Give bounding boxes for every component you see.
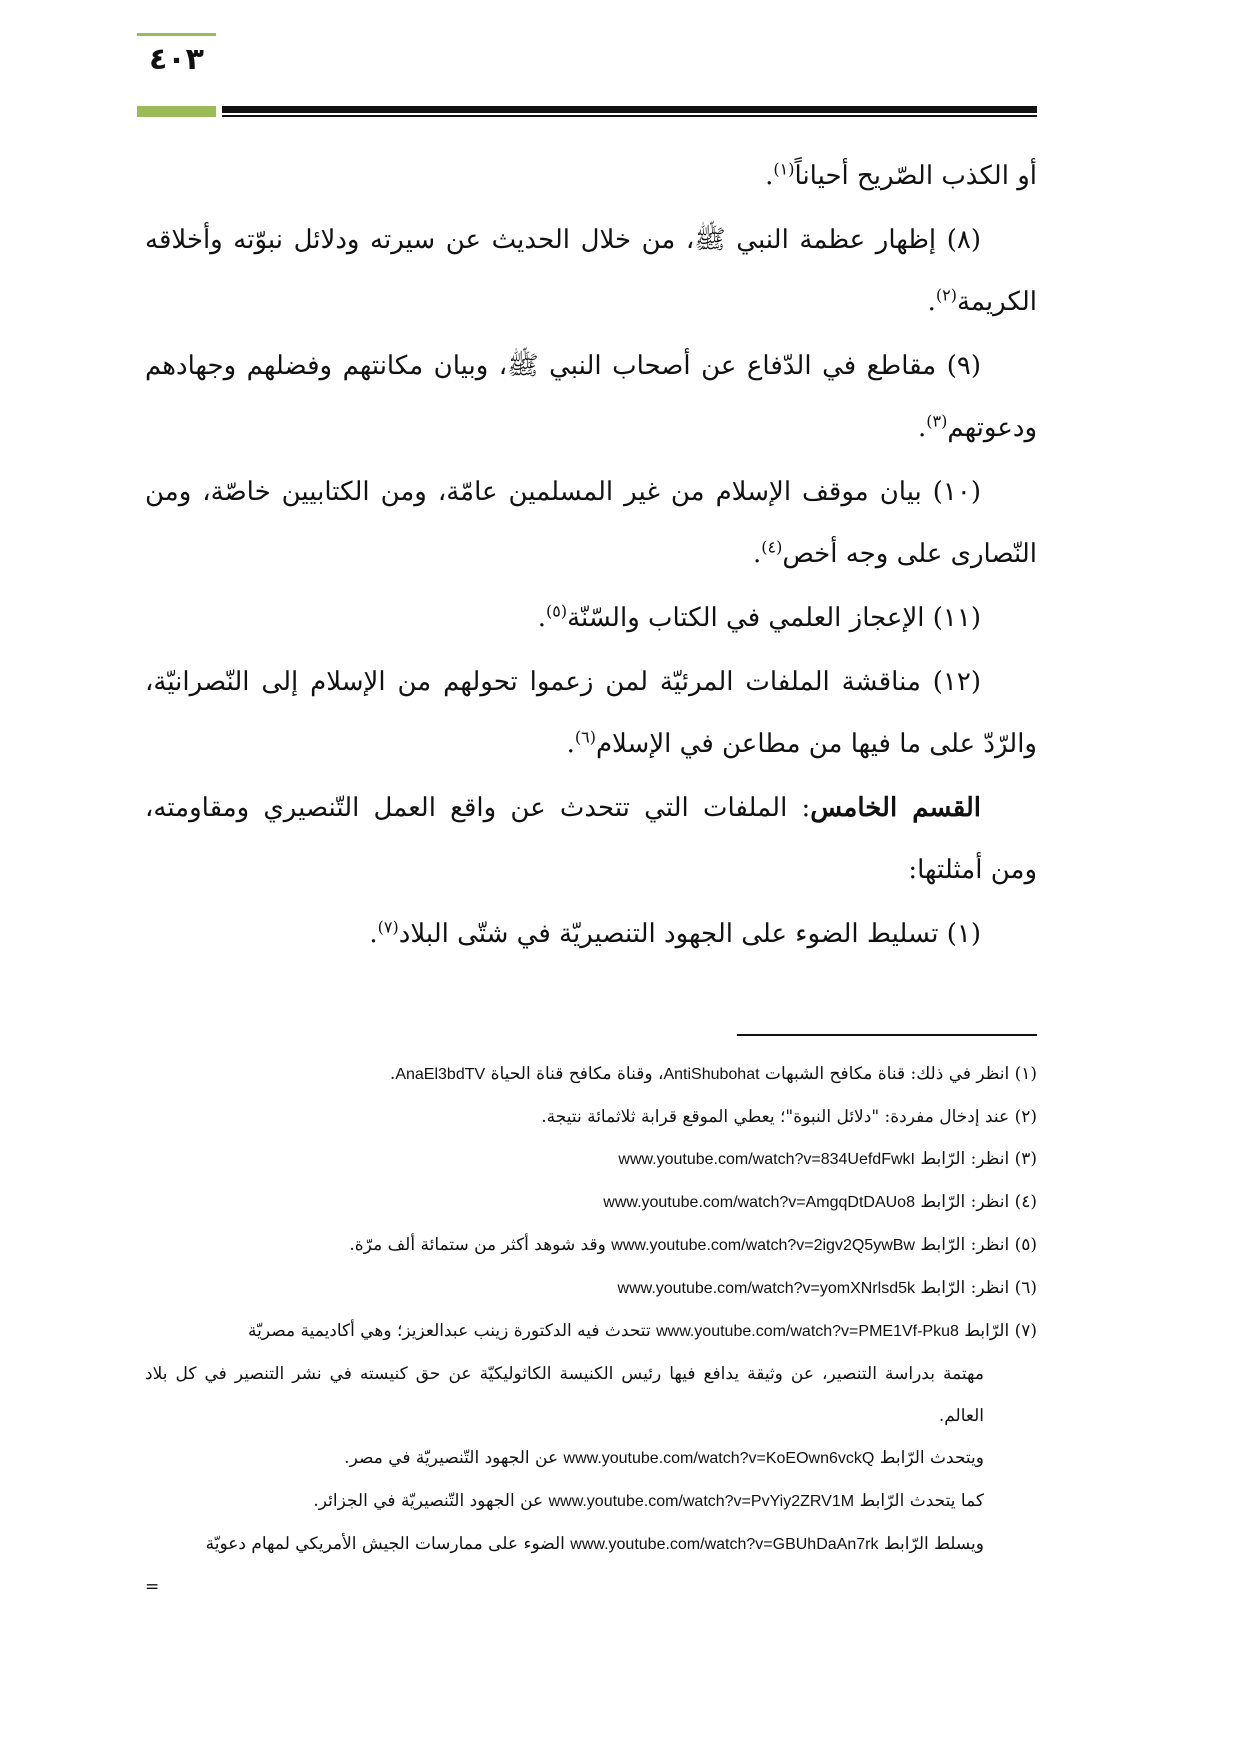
list-item: (١٢) مناقشة الملفات المرئيّة لمن زعموا تحولهم من الإسلام إلى النّصرانيّة، والرّدّ على ما فيها من مطاعن في الإسلام$^{(٦)}$. xyxy=(145,667,1037,759)
footnote: (٣) انظر: الرّابط www.youtube.com/watch?v=834UefdFwkI xyxy=(618,1149,1037,1169)
footnote: (٦) انظر: الرّابط www.youtube.com/watch?v=yomXNrlsd5k xyxy=(617,1278,1037,1298)
header-accent-top xyxy=(137,33,216,36)
section-heading-paragraph: القسم الخامس: الملفات التي تتحدث عن واقع العمل التّنصيري ومقاومته، ومن أمثلتها: xyxy=(145,793,1037,885)
footnote: (٢) عند إدخال مفردة: "دلائل النبوة"؛ يعطي الموقع قرابة ثلاثمائة نتيجة. xyxy=(541,1107,1037,1127)
video-link[interactable]: www.youtube.com/watch?v=AmgqDtDAUo8 xyxy=(603,1194,915,1211)
page-number: ٤٠٣ xyxy=(149,42,204,77)
footnote-ref: (٧) xyxy=(377,917,399,937)
list-item: (١) تسليط الضوء على الجهود التنصيريّة في شتّى البلاد$^{(٧)}$. xyxy=(369,917,981,949)
footnote-ref: (٦) xyxy=(574,727,596,747)
footnote: ويسلط الرّابط www.youtube.com/watch?v=GBUhDaAn7rk الضوء على ممارسات الجيش الأمريكي لمهام دعويّة xyxy=(205,1534,984,1554)
video-link[interactable]: www.youtube.com/watch?v=yomXNrlsd5k xyxy=(617,1280,915,1297)
list-item: (٩) مقاطع في الدّفاع عن أصحاب النبي ﷺ، وبيان مكانتهم وفضلهم وجهادهم ودعوتهم$^{(٣)}$. xyxy=(145,351,1037,443)
footnote: (١) انظر في ذلك: قناة مكافح الشبهات AntiShubohat، وقناة مكافح قناة الحياة AnaEl3bdTV. xyxy=(389,1064,1037,1084)
header-rule-thin xyxy=(222,115,1037,117)
footnote: كما يتحدث الرّابط www.youtube.com/watch?v=PvYiy2ZRV1M عن الجهود التّنصيريّة في الجزائر. xyxy=(313,1491,984,1511)
footnote: (٧) الرّابط www.youtube.com/watch?v=PME1Vf-Pku8 تتحدث فيه الدكتورة زينب عبدالعزيز؛ وهي أكاديمية مصريّة xyxy=(248,1321,1037,1341)
list-item: (١١) الإعجاز العلمي في الكتاب والسّنّة$^{(٥)}$. xyxy=(537,601,981,633)
paragraph: أو الكذب الصّريح أحياناً$^{(١)}$. xyxy=(765,159,1037,191)
footnote-ref: (٣) xyxy=(926,411,948,431)
list-item: (١٠) بيان موقف الإسلام من غير المسلمين عامّة، ومن الكتابيين خاصّة، ومن النّصارى على وجه أخص$^{(٤)}$. xyxy=(145,477,1037,569)
header-rule xyxy=(222,106,1037,113)
footnote: ويتحدث الرّابط www.youtube.com/watch?v=KoEOwn6vckQ عن الجهود التّنصيريّة في مصر. xyxy=(344,1448,984,1468)
video-link[interactable]: www.youtube.com/watch?v=2igv2Q5ywBw xyxy=(611,1237,915,1254)
section-title: القسم الخامس xyxy=(810,793,981,823)
video-link[interactable]: www.youtube.com/watch?v=KoEOwn6vckQ xyxy=(563,1450,875,1467)
footnote-separator xyxy=(737,1034,1037,1036)
footnote-ref: (٤) xyxy=(761,537,783,557)
footnote: (٤) انظر: الرّابط www.youtube.com/watch?v=AmgqDtDAUo8 xyxy=(603,1192,1037,1212)
video-link[interactable]: www.youtube.com/watch?v=GBUhDaAn7rk xyxy=(570,1536,879,1553)
footnote-continuation: مهتمة بدراسة التنصير، عن وثيقة يدافع فيها رئيس الكنيسة الكاثوليكيّة عن حق كنيسته في نشر التنصير في كل بلاد العالم. xyxy=(145,1364,984,1426)
footnote: (٥) انظر: الرّابط www.youtube.com/watch?v=2igv2Q5ywBw وقد شوهد أكثر من ستمائة ألف مرّة. xyxy=(349,1235,1037,1255)
footnote-ref: (٢) xyxy=(935,285,957,305)
footnotes xyxy=(145,1053,1037,1608)
video-link[interactable]: www.youtube.com/watch?v=PME1Vf-Pku8 xyxy=(656,1323,959,1340)
list-item: (٨) إظهار عظمة النبي ﷺ، من خلال الحديث عن سيرته ودلائل نبوّته وأخلاقه الكريمة$^{(٢)}$. xyxy=(145,225,1037,317)
footnote-continued-marker: = xyxy=(145,1577,160,1597)
footnote-ref: (١) xyxy=(773,159,795,179)
video-link[interactable]: www.youtube.com/watch?v=PvYiy2ZRV1M xyxy=(548,1493,855,1510)
video-link[interactable]: www.youtube.com/watch?v=834UefdFwkI xyxy=(618,1151,915,1168)
footnote-ref: (٥) xyxy=(545,601,568,621)
main-text xyxy=(145,145,1037,967)
header-accent-bottom xyxy=(137,106,216,117)
